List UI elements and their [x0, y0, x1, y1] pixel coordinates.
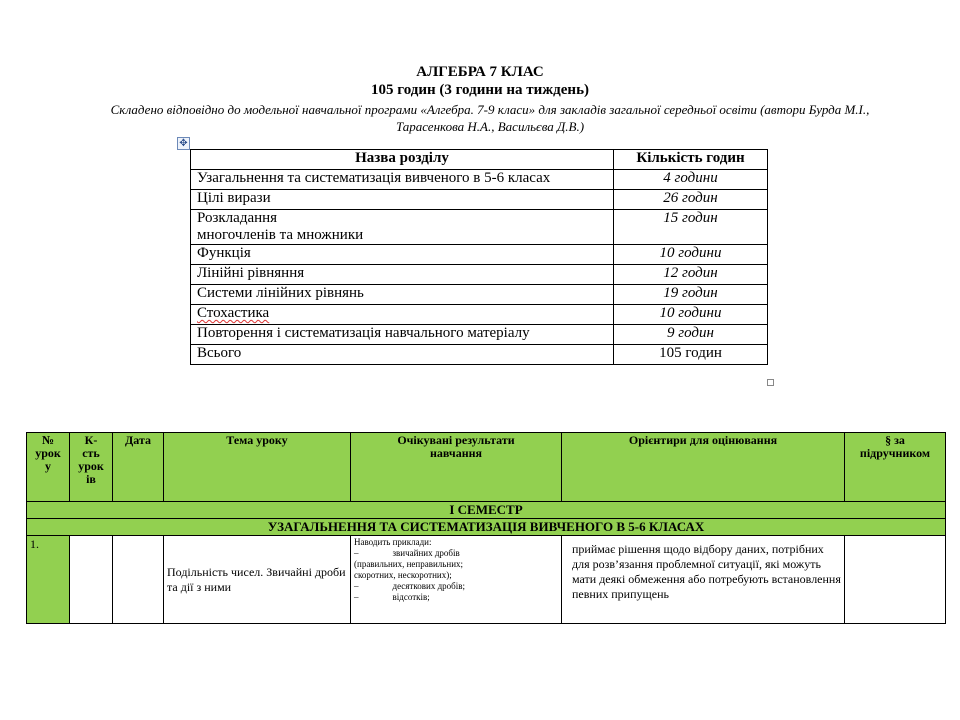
summary-header-row [191, 150, 768, 170]
expected-results-header-l2: навчання [429, 446, 483, 460]
section-title: УЗАГАЛЬНЕННЯ ТА СИСТЕМАТИЗАЦІЯ ВИВЧЕНОГО В 5-6 КЛАСАХ [27, 519, 946, 536]
expected-results [351, 536, 562, 624]
section-name: Повторення і систематизація навчального матеріалу [191, 325, 614, 345]
section-hours: 26 годин [614, 190, 768, 210]
summary-row [191, 170, 768, 190]
section-hours: 10 години [614, 245, 768, 265]
assessment-criteria: приймає рішення щодо відбору даних, потрібних для розв’язання проблемної ситуації, які можуть мати деякі обмеження або потребують встановлення певних припущень [562, 536, 845, 624]
section-hours: 9 годин [614, 325, 768, 345]
lesson-count-header-l2: сть [82, 446, 100, 460]
semester-label: І СЕМЕСТР [27, 502, 946, 519]
date-header: Дата [113, 433, 164, 502]
bullet-dash: – [354, 592, 359, 602]
total-hours: 105 годин [614, 345, 768, 365]
program-reference-line-1: Складено відповідно до модельної навчальної програми «Алгебра. 7-9 класи» для закладів загальної середньої освіти (автори Бурда М.І., [110, 102, 870, 117]
section-hours: 10 години [614, 305, 768, 325]
topic-header: Тема уроку [164, 433, 351, 502]
section-hours: 19 годин [614, 285, 768, 305]
summary-row [191, 305, 768, 325]
expected-bullet [354, 581, 558, 592]
expected-bullet-continuation: скоротних, нескоротних); [354, 570, 452, 580]
lesson-number-header-l2: урок [35, 446, 61, 460]
table-resize-handle[interactable] [767, 379, 774, 386]
summary-row [191, 210, 768, 245]
summary-row [191, 265, 768, 285]
hours-per-week-line: 105 годин (3 години на тиждень) [371, 82, 589, 98]
summary-row [191, 325, 768, 345]
section-hours: 15 годин [614, 210, 768, 245]
expected-bullet [354, 592, 558, 603]
expected-intro: Наводить приклади: [354, 537, 432, 547]
bullet-dash: – [354, 581, 359, 591]
lesson-topic: Подільність чисел. Звичайні дроби та дії з ними [164, 536, 351, 624]
table-move-handle-icon[interactable]: ✥ [177, 137, 190, 150]
expected-results-header-l1: Очікувані результати [397, 433, 515, 447]
section-hours: 12 годин [614, 265, 768, 285]
section-hours: 4 години [614, 170, 768, 190]
section-name-line-2: многочленів та множники [197, 227, 364, 243]
lesson-row [27, 536, 946, 624]
lesson-count-header-l1: К- [84, 433, 98, 447]
expected-results-header [351, 433, 562, 502]
lesson-number-header-l1: № [41, 433, 55, 447]
expected-bullet-continuation: (правильних, неправильних; [354, 559, 464, 569]
section-name: Системи лінійних рівнянь [191, 285, 614, 305]
section-title-row [27, 519, 946, 536]
lesson-count-cell [70, 536, 113, 624]
section-name: Узагальнення та систематизація вивченого в 5-6 класах [191, 170, 614, 190]
program-reference [40, 101, 940, 135]
section-name-line-1: Розкладання [197, 210, 278, 226]
lesson-number-header [27, 433, 70, 502]
lesson-count-header [70, 433, 113, 502]
textbook-paragraph-header-l1: § за [885, 433, 905, 447]
section-name-header: Назва розділу [191, 150, 614, 170]
sections-summary-table [190, 149, 768, 365]
textbook-paragraph-header [845, 433, 946, 502]
bullet-dash: – [354, 548, 359, 558]
semester-row [27, 502, 946, 519]
total-label: Всього [191, 345, 614, 365]
plan-header-row [27, 433, 946, 502]
section-name-spellcheck-text: Стохастика [197, 305, 270, 321]
document-title: АЛГЕБРА 7 КЛАС [416, 64, 544, 80]
section-name: Лінійні рівняння [191, 265, 614, 285]
lesson-plan-table [26, 432, 946, 624]
bullet-text: десяткових дробів; [392, 581, 466, 591]
summary-row [191, 190, 768, 210]
section-name: Функція [191, 245, 614, 265]
bullet-text: відсотків; [392, 592, 430, 602]
section-name [191, 210, 614, 245]
textbook-paragraph-header-l2: підручником [859, 446, 931, 460]
summary-row [191, 245, 768, 265]
assessment-criteria-header: Орієнтири для оцінювання [562, 433, 845, 502]
lesson-number-header-l3: у [45, 459, 51, 473]
bullet-text: звичайних дробів [392, 548, 460, 558]
lesson-number: 1. [27, 536, 70, 624]
hours-count-header: Кількість годин [614, 150, 768, 170]
lesson-count-header-l3: урок [78, 459, 104, 473]
summary-row [191, 285, 768, 305]
section-name [191, 305, 614, 325]
section-name: Цілі вирази [191, 190, 614, 210]
program-reference-line-2: Тарасенкова Н.А., Васильєва Д.В.) [395, 119, 585, 134]
textbook-paragraph-cell [845, 536, 946, 624]
lesson-count-header-l4: ів [86, 472, 96, 486]
expected-bullet [354, 548, 558, 559]
lesson-date-cell [113, 536, 164, 624]
summary-total-row [191, 345, 768, 365]
